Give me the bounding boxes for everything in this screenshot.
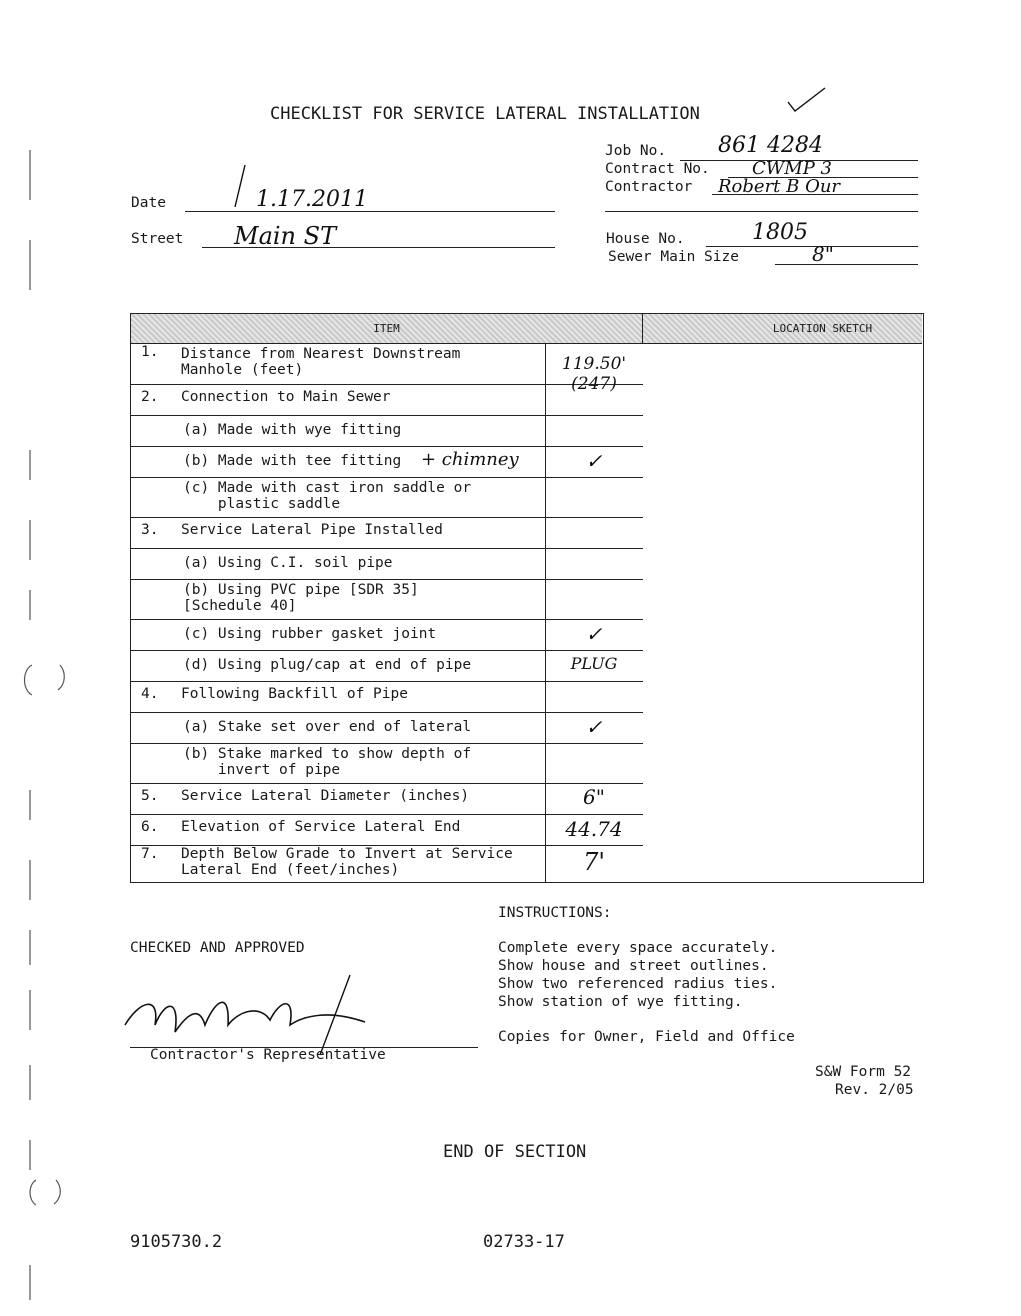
checklist-table [130, 313, 924, 883]
row-value: ✓ [585, 715, 603, 739]
checkmark-icon [785, 84, 830, 116]
end-of-section: END OF SECTION [443, 1142, 587, 1162]
scan-edge-marks [0, 0, 80, 1316]
table-row: 7. Depth Below Grade to Invert at Service Lateral End (feet/inches) 7' [131, 846, 643, 882]
header-item: ITEM [131, 314, 643, 344]
contract-value: CWMP 3 [752, 158, 832, 179]
table-row: 4. Following Backfill of Pipe [131, 682, 643, 713]
table-row: (a) Stake set over end of lateral ✓ [131, 713, 643, 744]
table-row: (d) Using plug/cap at end of pipe PLUG [131, 651, 643, 682]
street-label: Street [131, 231, 184, 247]
row-value: ✓ [585, 449, 603, 473]
form-rev: Rev. 2/05 [835, 1082, 914, 1098]
form-name: S&W Form 52 [815, 1064, 912, 1080]
job-value: 861 4284 [718, 133, 823, 158]
table-row: (a) Made with wye fitting [131, 416, 643, 447]
instruction-line: Show two referenced radius ties. [498, 976, 778, 992]
footer-doc-number: 9105730.2 [130, 1232, 223, 1252]
instruction-line: Show house and street outlines. [498, 958, 769, 974]
approval-heading: CHECKED AND APPROVED [130, 940, 305, 956]
location-sketch-area [643, 344, 923, 882]
footer-page-number: 02733-17 [483, 1232, 565, 1252]
copies-note: Copies for Owner, Field and Office [498, 1029, 795, 1045]
instruction-line: Show station of wye fitting. [498, 994, 743, 1010]
instructions-heading: INSTRUCTIONS: [498, 905, 612, 921]
row-value: 7' [583, 848, 605, 876]
table-row: (b) Using PVC pipe [SDR 35] [Schedule 40] [131, 580, 643, 620]
signature-caption: Contractor's Representative [150, 1047, 386, 1063]
contractor-value: Robert B Our [718, 176, 841, 197]
row-value: PLUG [570, 654, 618, 673]
table-row: (c) Using rubber gasket joint ✓ [131, 620, 643, 651]
house-value: 1805 [752, 220, 808, 245]
pen-stroke-icon [230, 162, 250, 212]
street-value: Main ST [234, 222, 337, 250]
table-row: (b) Made with tee fitting + chimney ✓ [131, 447, 643, 478]
row-value: 44.74 [565, 817, 623, 841]
header-sketch: LOCATION SKETCH [643, 314, 922, 344]
table-row: (b) Stake marked to show depth of invert of pipe [131, 744, 643, 784]
sewer-value: 8" [812, 242, 834, 266]
page-title: CHECKLIST FOR SERVICE LATERAL INSTALLATION [270, 104, 700, 124]
table-row: 6. Elevation of Service Lateral End 44.74 [131, 815, 643, 846]
row-value: 6" [583, 785, 605, 809]
table-row: 1. Distance from Nearest Downstream Manhole (feet) 119.50' (247) [131, 344, 643, 385]
table-row: 5. Service Lateral Diameter (inches) 6" [131, 784, 643, 815]
row-annotation: + chimney [421, 449, 519, 470]
table-row: 2. Connection to Main Sewer [131, 385, 643, 416]
table-row: (a) Using C.I. soil pipe [131, 549, 643, 580]
house-label: House No. [606, 231, 685, 247]
row-value: ✓ [585, 622, 603, 646]
date-label: Date [131, 195, 166, 211]
table-row: 3. Service Lateral Pipe Installed [131, 518, 643, 549]
job-label: Job No. [605, 143, 667, 159]
sewer-label: Sewer Main Size [608, 249, 739, 265]
contractor-label: Contractor [605, 179, 693, 195]
contract-label: Contract No. [605, 161, 710, 177]
instruction-line: Complete every space accurately. [498, 940, 778, 956]
row-value: 119.50' (247) [561, 354, 627, 394]
date-value: 1.17.2011 [256, 187, 368, 212]
table-row: (c) Made with cast iron saddle or plastic saddle [131, 478, 643, 518]
